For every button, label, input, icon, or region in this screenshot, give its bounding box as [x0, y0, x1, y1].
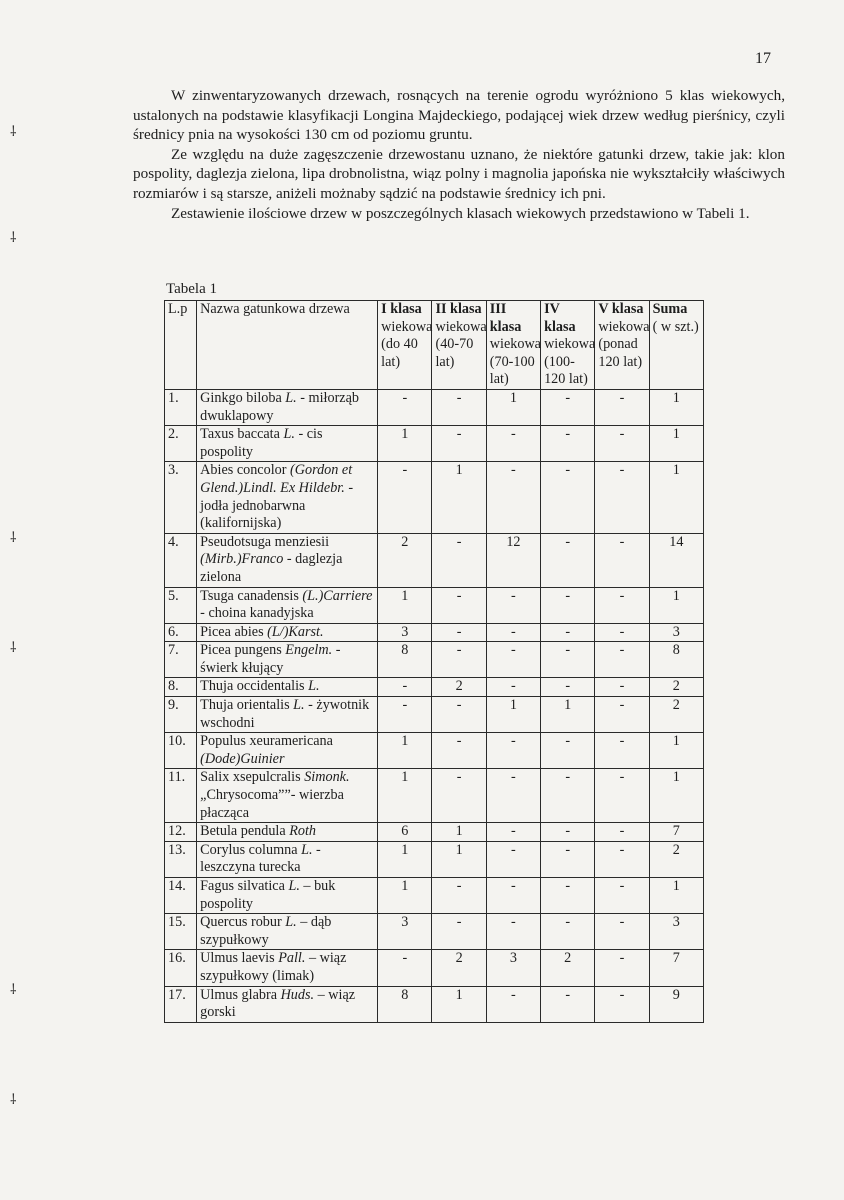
species-name: Thuja occidentalis	[200, 678, 305, 695]
cell-class-3: -	[486, 986, 540, 1022]
paragraph: Ze względu na duże zagęszczenie drzewostanu uznano, że niektóre gatunki drzew, takie jak: klon pospolity, daglezja zielona, lipa drobnolistna, wiąz polny i magnolia japońska nie wykształciły właściwych rozmiarów i są starsze, aniżeli możnaby sądzić na podstawie średnicy ich pni.	[133, 145, 785, 202]
table-body	[165, 389, 704, 1022]
cell-class-3: -	[486, 462, 540, 533]
cell-lp: 8.	[165, 678, 197, 697]
species-common-name: – dąb szypułkowy	[200, 914, 332, 948]
table-row	[165, 587, 704, 623]
cell-sum: 1	[649, 733, 703, 769]
species-name: Ginkgo biloba	[200, 389, 282, 406]
table-row	[165, 389, 704, 425]
cell-class-2: 2	[432, 950, 486, 986]
margin-mark: ⸸	[10, 231, 17, 246]
cell-lp: 9.	[165, 697, 197, 733]
intro-text	[133, 86, 785, 223]
species-common-name: - leszczyna turecka	[200, 841, 321, 876]
cell-species-name	[197, 587, 378, 623]
cell-class-1: 8	[378, 986, 432, 1022]
cell-lp: 17.	[165, 986, 197, 1022]
cell-lp: 12.	[165, 823, 197, 842]
species-common-name: - jodła jednobarwna (kalifornijska)	[200, 479, 354, 532]
cell-sum: 3	[649, 623, 703, 642]
margin-mark: ⸸	[10, 531, 17, 546]
species-common-name: – buk pospolity	[200, 878, 336, 912]
species-author: Roth	[289, 823, 317, 840]
cell-species-name	[197, 623, 378, 642]
cell-species-name	[197, 914, 378, 950]
cell-class-2: -	[432, 769, 486, 823]
cell-class-5: -	[595, 426, 649, 462]
cell-lp: 5.	[165, 587, 197, 623]
cell-lp: 16.	[165, 950, 197, 986]
table-row	[165, 733, 704, 769]
cell-class-1: 1	[378, 587, 432, 623]
cell-class-1: -	[378, 950, 432, 986]
species-author: Engelm.	[285, 642, 333, 659]
species-name: Salix xsepulcralis	[200, 769, 301, 786]
species-author: (Mirb.)Franco	[200, 551, 284, 568]
cell-class-4: -	[541, 426, 595, 462]
species-author: L.	[308, 678, 320, 695]
cell-species-name	[197, 986, 378, 1022]
species-common-name: - choina kanadyjska	[200, 605, 314, 622]
cell-class-5: -	[595, 823, 649, 842]
cell-lp: 11.	[165, 769, 197, 823]
cell-sum: 9	[649, 986, 703, 1022]
cell-class-3: 1	[486, 389, 540, 425]
species-author: L.	[285, 914, 297, 931]
cell-sum: 3	[649, 914, 703, 950]
cell-class-3: -	[486, 841, 540, 877]
cell-class-1: 3	[378, 914, 432, 950]
cell-sum: 8	[649, 642, 703, 678]
cell-sum: 1	[649, 769, 703, 823]
paragraph: W zinwentaryzowanych drzewach, rosnących na terenie ogrodu wyróżniono 5 klas wiekowych, ustalonych na podstawie klasyfikacji Longina Majdeckiego, podającej wiek drzew według pierśnicy, czyli średnicy pnia na wysokości 130 cm od poziomu gruntu.	[133, 87, 785, 144]
species-name: Taxus baccata	[200, 426, 280, 443]
cell-class-4: -	[541, 986, 595, 1022]
cell-sum: 2	[649, 841, 703, 877]
cell-class-5: -	[595, 914, 649, 950]
cell-species-name	[197, 841, 378, 877]
cell-species-name	[197, 950, 378, 986]
species-common-name: - świerk kłujący	[200, 642, 341, 676]
cell-species-name	[197, 823, 378, 842]
cell-class-5: -	[595, 733, 649, 769]
cell-class-1: 1	[378, 769, 432, 823]
cell-sum: 1	[649, 587, 703, 623]
species-common-name: - żywotnik wschodni	[200, 697, 370, 731]
cell-class-4: 1	[541, 697, 595, 733]
cell-class-4: -	[541, 878, 595, 914]
species-author: (Gordon et Glend.)Lindl. Ex Hildebr.	[200, 462, 353, 496]
cell-sum: 1	[649, 462, 703, 533]
cell-class-1: 1	[378, 841, 432, 877]
cell-class-2: 1	[432, 462, 486, 533]
species-author: (L.)Carriere	[302, 587, 373, 604]
species-name: Pseudotsuga menziesii	[200, 533, 330, 550]
cell-class-5: -	[595, 697, 649, 733]
cell-class-2: 1	[432, 986, 486, 1022]
cell-class-4: -	[541, 769, 595, 823]
cell-species-name	[197, 462, 378, 533]
cell-class-5: -	[595, 986, 649, 1022]
cell-class-3: -	[486, 878, 540, 914]
header-class-3: III klasa wiekowa (70-100 lat)	[486, 301, 540, 390]
cell-class-2: 1	[432, 823, 486, 842]
header-name: Nazwa gatunkowa drzewa	[197, 301, 378, 390]
cell-species-name	[197, 533, 378, 587]
cell-class-4: -	[541, 389, 595, 425]
cell-class-4: -	[541, 823, 595, 842]
species-common-name: – wiąz gorski	[200, 986, 356, 1021]
cell-sum: 7	[649, 950, 703, 986]
cell-class-1: 1	[378, 733, 432, 769]
table-header-row	[165, 301, 704, 390]
cell-class-1: 1	[378, 426, 432, 462]
header-sum: Suma ( w szt.)	[649, 301, 703, 390]
species-common-name: - daglezja zielona	[200, 551, 343, 585]
species-author: L.	[301, 841, 313, 858]
cell-species-name	[197, 642, 378, 678]
table-row	[165, 533, 704, 587]
table-row	[165, 642, 704, 678]
species-name: Betula pendula	[200, 823, 286, 840]
cell-class-1: 1	[378, 878, 432, 914]
cell-species-name	[197, 769, 378, 823]
cell-class-3: -	[486, 823, 540, 842]
cell-class-2: -	[432, 426, 486, 462]
cell-sum: 14	[649, 533, 703, 587]
table-caption: Tabela 1	[166, 281, 218, 297]
cell-class-3: -	[486, 914, 540, 950]
cell-class-5: -	[595, 950, 649, 986]
cell-sum: 2	[649, 678, 703, 697]
cell-class-2: -	[432, 642, 486, 678]
cell-class-2: -	[432, 389, 486, 425]
table-row	[165, 678, 704, 697]
cell-class-2: -	[432, 587, 486, 623]
cell-lp: 10.	[165, 733, 197, 769]
species-name: Quercus robur	[200, 914, 282, 931]
header-class-5: V klasa wiekowa (ponad 120 lat)	[595, 301, 649, 390]
cell-class-5: -	[595, 678, 649, 697]
species-name: Ulmus glabra	[200, 986, 278, 1003]
species-name: Abies concolor	[200, 462, 287, 479]
cell-class-1: -	[378, 678, 432, 697]
cell-class-5: -	[595, 642, 649, 678]
cell-class-3: 3	[486, 950, 540, 986]
cell-class-1: 8	[378, 642, 432, 678]
cell-class-2: -	[432, 914, 486, 950]
cell-class-5: -	[595, 389, 649, 425]
species-name: Fagus silvatica	[200, 878, 285, 894]
cell-class-2: -	[432, 697, 486, 733]
cell-sum: 1	[649, 878, 703, 914]
species-name: Picea pungens	[200, 642, 282, 659]
cell-class-2: 1	[432, 841, 486, 877]
cell-sum: 7	[649, 823, 703, 842]
cell-class-1: 6	[378, 823, 432, 842]
cell-species-name	[197, 389, 378, 425]
cell-class-2: 2	[432, 678, 486, 697]
margin-mark: ⸸	[10, 1093, 17, 1108]
margin-mark: ⸸	[10, 983, 17, 998]
cell-lp: 13.	[165, 841, 197, 877]
header-class-2: II klasa wiekowa (40-70 lat)	[432, 301, 486, 390]
cell-class-5: -	[595, 462, 649, 533]
species-age-table	[164, 300, 704, 1023]
species-author: Simonk.	[304, 769, 350, 786]
cell-class-3: 12	[486, 533, 540, 587]
cell-class-4: -	[541, 642, 595, 678]
cell-lp: 4.	[165, 533, 197, 587]
species-author: L.	[293, 697, 305, 714]
header-lp: L.p	[165, 301, 197, 390]
cell-class-3: -	[486, 426, 540, 462]
cell-class-5: -	[595, 878, 649, 914]
species-name: Thuja orientalis	[200, 697, 290, 714]
cell-class-1: -	[378, 462, 432, 533]
cell-lp: 14.	[165, 878, 197, 914]
species-name: Picea abies	[200, 623, 264, 640]
cell-class-3: -	[486, 642, 540, 678]
cell-class-5: -	[595, 623, 649, 642]
species-common-name: - cis pospolity	[200, 426, 323, 460]
cell-class-1: 2	[378, 533, 432, 587]
species-author: L.	[285, 389, 297, 406]
page-number: 17	[755, 50, 771, 67]
table-row	[165, 986, 704, 1022]
cell-class-4: -	[541, 533, 595, 587]
cell-class-5: -	[595, 841, 649, 877]
cell-lp: 15.	[165, 914, 197, 950]
cell-class-3: -	[486, 733, 540, 769]
cell-lp: 2.	[165, 426, 197, 462]
cell-class-3: 1	[486, 697, 540, 733]
cell-class-4: -	[541, 841, 595, 877]
table-row	[165, 426, 704, 462]
cell-class-1: 3	[378, 623, 432, 642]
cell-class-4: -	[541, 462, 595, 533]
species-author: (L/)Karst.	[267, 623, 324, 640]
cell-class-4: 2	[541, 950, 595, 986]
cell-class-3: -	[486, 769, 540, 823]
cell-species-name	[197, 733, 378, 769]
species-name: Populus xeuramericana	[200, 733, 333, 750]
cell-class-4: -	[541, 587, 595, 623]
cell-class-5: -	[595, 533, 649, 587]
header-class-1: I klasa wiekowa (do 40 lat)	[378, 301, 432, 390]
table-row	[165, 950, 704, 986]
table-row	[165, 769, 704, 823]
cell-species-name	[197, 426, 378, 462]
table-row	[165, 623, 704, 642]
cell-species-name	[197, 678, 378, 697]
cell-lp: 7.	[165, 642, 197, 678]
cell-class-1: -	[378, 697, 432, 733]
margin-mark: ⸸	[10, 641, 17, 656]
cell-class-5: -	[595, 587, 649, 623]
species-name: Tsuga canadensis	[200, 587, 299, 604]
species-author: L.	[283, 426, 295, 443]
header-class-4: IV klasa wiekowa (100-120 lat)	[541, 301, 595, 390]
cell-sum: 1	[649, 389, 703, 425]
cell-class-4: -	[541, 623, 595, 642]
cell-class-3: -	[486, 623, 540, 642]
cell-class-2: -	[432, 878, 486, 914]
table-row	[165, 878, 704, 914]
species-name: Corylus columna	[200, 841, 298, 858]
cell-class-3: -	[486, 587, 540, 623]
paragraph: Zestawienie ilościowe drzew w poszczególnych klasach wiekowych przedstawiono w Tabeli 1.	[171, 204, 750, 222]
species-common-name: - miłorząb dwuklapowy	[200, 389, 359, 424]
cell-class-2: -	[432, 533, 486, 587]
species-author: Pall.	[278, 950, 306, 967]
cell-class-3: -	[486, 678, 540, 697]
cell-sum: 1	[649, 426, 703, 462]
species-author: L.	[288, 878, 300, 894]
table-row	[165, 841, 704, 877]
cell-class-4: -	[541, 914, 595, 950]
cell-species-name	[197, 697, 378, 733]
table-row	[165, 914, 704, 950]
species-name: Ulmus laevis	[200, 950, 275, 967]
cell-class-1: -	[378, 389, 432, 425]
cell-class-2: -	[432, 733, 486, 769]
cell-class-4: -	[541, 733, 595, 769]
cell-class-5: -	[595, 769, 649, 823]
cell-lp: 6.	[165, 623, 197, 642]
cell-class-4: -	[541, 678, 595, 697]
table-row	[165, 462, 704, 533]
margin-mark: ⸸	[10, 125, 17, 140]
table-row	[165, 697, 704, 733]
cell-species-name	[197, 878, 378, 914]
cell-sum: 2	[649, 697, 703, 733]
species-author: (Dode)Guinier	[200, 750, 285, 767]
species-common-name: – wiąz szypułkowy (limak)	[200, 950, 347, 984]
cell-class-2: -	[432, 623, 486, 642]
cell-lp: 3.	[165, 462, 197, 533]
species-common-name: „Chrysocoma””- wierzba płacząca	[200, 787, 344, 821]
species-author: Huds.	[280, 986, 315, 1003]
cell-lp: 1.	[165, 389, 197, 425]
table-row	[165, 823, 704, 842]
